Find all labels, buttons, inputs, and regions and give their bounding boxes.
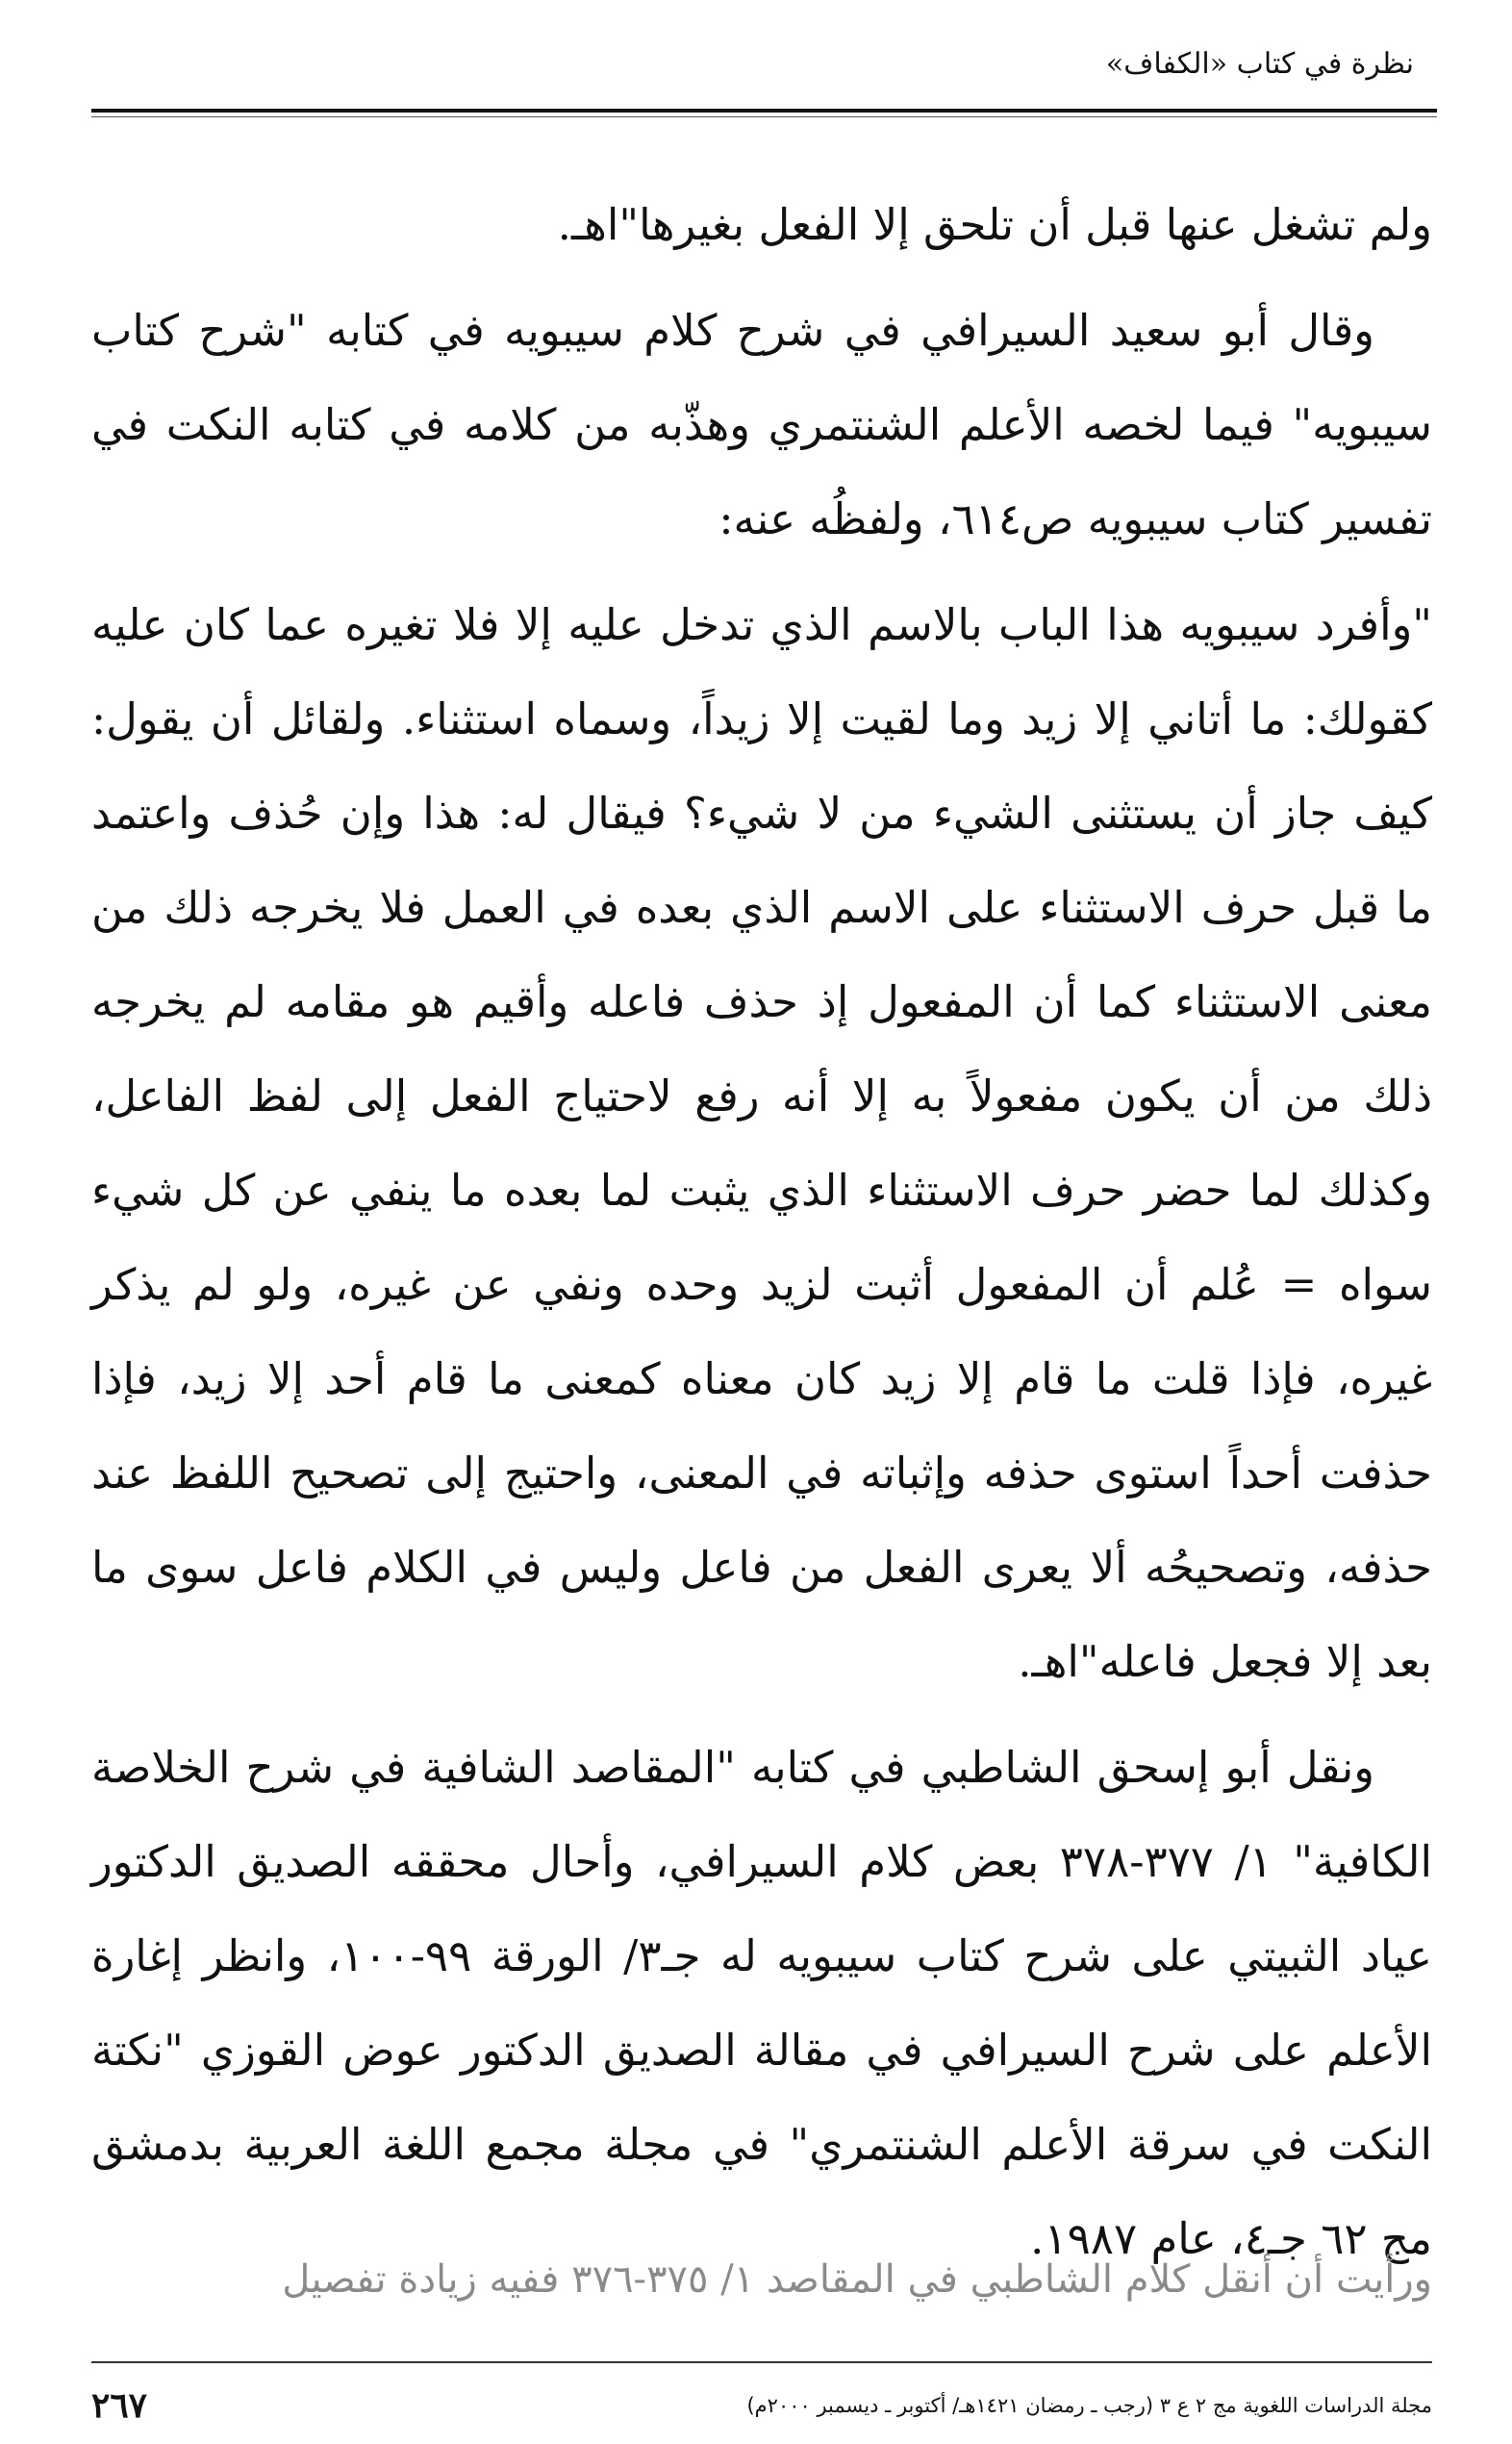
header-rule — [91, 109, 1437, 113]
footer-rule — [91, 2361, 1432, 2363]
page-body — [91, 178, 1432, 2286]
page-number: ٢٦٧ — [91, 2385, 148, 2426]
journal-citation: مجلة الدراسات اللغوية مج ٢ ع ٣ (رجب ـ رمضان ١٤٢١هـ/ أكتوبر ـ ديسمبر ٢٠٠٠م) — [746, 2394, 1432, 2417]
page-footer — [91, 2385, 1432, 2426]
header-rule-thin — [91, 116, 1437, 117]
running-header: نظرة في كتاب «الكفاف» — [1105, 47, 1414, 81]
paragraph: وقال أبو سعيد السيرافي في شرح كلام سيبويه في كتابه "شرح كتاب سيبويه" فيما لخصه الأعلم الشنتمري وهذّبه من كلامه في كتابه النكت في تفسير كتاب سيبويه ص٦١٤، ولفظُه عنه: — [91, 305, 1432, 544]
faded-line: ورأيت أن أنقل كلام الشاطبي في المقاصد ١/ ٣٧٥-٣٧٦ ففيه زيادة تفصيل — [282, 2257, 1432, 2302]
paragraph: ولم تشغل عنها قبل أن تلحق إلا الفعل بغيرها"اهـ. — [557, 199, 1432, 250]
quoted-paragraph: "وأفرد سيبويه هذا الباب بالاسم الذي تدخل عليه إلا فلا تغيره عما كان عليه كقولك: ما أتاني إلا زيد وما لقيت إلا زيداً، وسماه استثناء. ولقائل أن يقول: كيف جاز أن يستثنى الشيء من لا شيء؟ فيقال له: هذا وإن حُذف واعتمد ما قبل حرف الاستثناء على الاسم الذي بعده في العمل فلا يخرجه ذلك من معنى الاستثناء كما أن المفعول إذ حذف فاعله وأقيم هو مقامه لم يخرجه ذلك من أن يكون مفعولاً به إلا أنه رفع لاحتياج الفعل إلى لفظ الفاعل، وكذلك لما حضر حرف الاستثناء الذي يثبت لما بعده ما ينفي عن كل شيء سواه = عُلم أن المفعول أثبت لزيد وحده ونفي عن غيره، ولو لم يذكر غيره، فإذا قلت ما قام إلا زيد كان معناه كمعنى ما قام أحد إلا زيد، فإذا حذفت أحداً استوى حذفه وإثباته في المعنى، واحتيج إلى تصحيح اللفظ عند حذفه، وتصحيحُه ألا يعرى الفعل من فاعل وليس في الكلام فاعل سوى ما بعد إلا فجعل فاعله"اهـ. — [91, 599, 1432, 1687]
paragraph: ونقل أبو إسحق الشاطبي في كتابه "المقاصد الشافية في شرح الخلاصة الكافية" ١/ ٣٧٧-٣٧٨ بعض كلام السيرافي، وأحال محققه الصديق الدكتور عياد الثبيتي على شرح كتاب سيبويه له جـ٣/ الورقة ٩٩-١٠٠، وانظر إغارة الأعلم على شرح السيرافي في مقالة الصديق الدكتور عوض القوزي "نكتة النكت في سرقة الأعلم الشنتمري" في مجلة مجمع اللغة العربية بدمشق مج ٦٢ جـ٤، عام ١٩٨٧. — [91, 1742, 1433, 2264]
